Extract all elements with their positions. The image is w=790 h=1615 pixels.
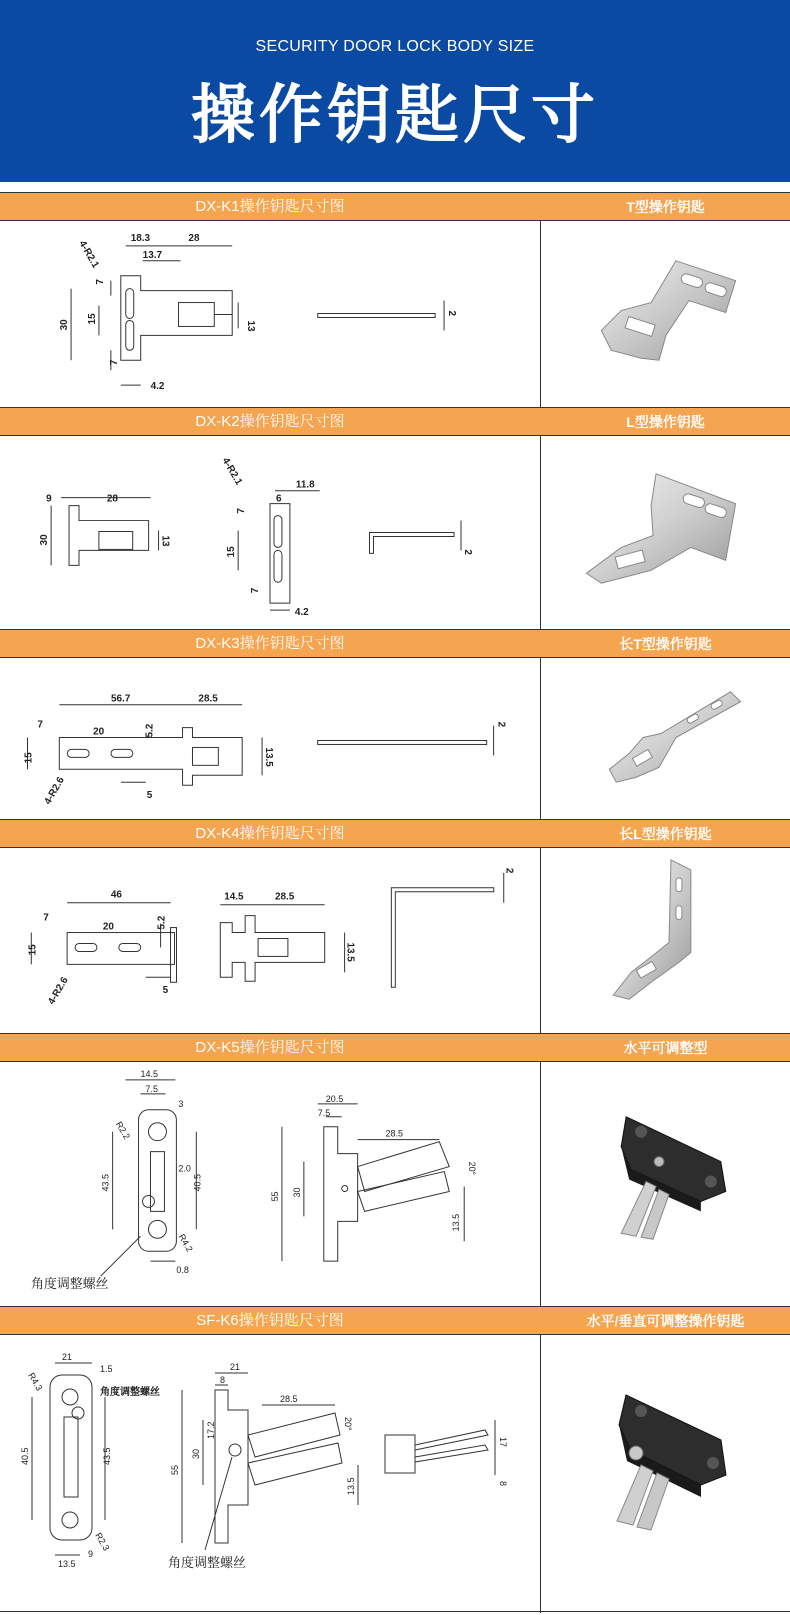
dim-label: 3 (178, 1098, 184, 1109)
dim-label: 0.8 (176, 1265, 189, 1276)
dim-label: 28 (106, 493, 118, 505)
dim-label: 4-R2.6 (46, 975, 71, 1007)
dim-label: 7.5 (145, 1083, 158, 1094)
dim-label: R2.3 (93, 1531, 112, 1553)
dim-label: 28.5 (274, 891, 295, 903)
dim-label: 7 (250, 587, 262, 594)
dim-label: 14.5 (140, 1068, 158, 1079)
dim-label: 15 (226, 546, 238, 558)
dim-label: 7 (108, 359, 120, 366)
dx-k4-dimension-drawing (0, 848, 540, 1033)
section-header (0, 1307, 790, 1335)
dim-label: 18.3 (130, 232, 151, 244)
section-type-label: 长T型操作钥匙 (619, 636, 712, 652)
dim-label: 40.5 (192, 1174, 203, 1192)
dim-label: 55 (269, 1191, 280, 1202)
banner-title: 操作钥匙尺寸 (191, 79, 599, 153)
dim-label: 30 (59, 319, 71, 331)
dim-label: 28 (188, 232, 200, 244)
section-header (0, 1034, 790, 1062)
dim-label: 21 (62, 1352, 73, 1362)
dx-k1-dimension-drawing (0, 221, 540, 407)
dim-label: 56.7 (110, 693, 131, 705)
adjust-screw-callout-small: 角度调整螺丝 (100, 1387, 160, 1398)
t-type-key-photo (541, 221, 790, 407)
section-body (0, 1335, 790, 1613)
section-body (0, 436, 790, 630)
dim-label: 7.5 (317, 1107, 331, 1118)
horizontal-vertical-adjustable-key-photo (541, 1335, 790, 1613)
dim-label: 4-R2.1 (219, 455, 245, 488)
section-title: DX-K3操作钥匙尺寸图 (195, 635, 345, 652)
dx-k2-dimension-drawing (0, 436, 540, 629)
dim-label: 2 (495, 721, 507, 728)
dim-label: 5.2 (156, 915, 168, 930)
dim-label: 43.5 (100, 1174, 111, 1192)
dim-label: 55 (170, 1464, 180, 1475)
section-header (0, 630, 790, 658)
dim-label: 17.2 (206, 1421, 216, 1439)
dim-label: 20.5 (325, 1093, 344, 1104)
section-body (0, 848, 790, 1034)
dim-label: 9 (46, 493, 52, 505)
title-banner (0, 0, 790, 182)
dim-label: 30 (291, 1187, 302, 1198)
dim-label: 2.0 (178, 1163, 191, 1174)
dim-label: 7 (236, 508, 248, 514)
section-title: DX-K5操作钥匙尺寸图 (195, 1039, 345, 1056)
dim-label: 43.5 (102, 1447, 112, 1465)
section-dx-k5 (0, 1034, 790, 1307)
section-type-label: 长L型操作钥匙 (619, 826, 712, 842)
long-t-type-key-photo (541, 658, 790, 819)
dim-label: 13.7 (142, 249, 163, 261)
dim-label: 13.5 (346, 1477, 356, 1495)
dim-label: 13.5 (58, 1559, 76, 1569)
adjust-screw-callout: 角度调整螺丝 (30, 1276, 109, 1292)
dim-label: 4-R2.1 (76, 238, 101, 271)
dx-k5-dimension-drawing (0, 1062, 540, 1306)
section-title: DX-K1操作钥匙尺寸图 (195, 198, 345, 215)
dim-label: 30 (39, 534, 51, 546)
dim-label: 5 (162, 985, 169, 997)
dim-label: 6 (275, 493, 282, 505)
section-dx-k1 (0, 193, 790, 408)
adjust-screw-callout: 角度调整螺丝 (168, 1555, 247, 1570)
dim-label: 15 (27, 944, 39, 956)
dim-label: 14.5 (224, 891, 244, 903)
dim-label: 28.5 (280, 1394, 298, 1404)
dim-label: 28.5 (198, 693, 218, 705)
dim-label: R4.2 (176, 1232, 195, 1254)
section-type-label: T型操作钥匙 (626, 199, 705, 215)
dim-label: 11.8 (295, 479, 315, 491)
dx-k3-dimension-drawing (0, 658, 540, 819)
dim-label: 2 (461, 549, 473, 555)
dim-label: 7 (94, 279, 106, 285)
dim-label: 20 (102, 921, 114, 933)
dim-label: 17 (498, 1437, 508, 1448)
dim-label: 7 (43, 912, 49, 924)
section-title: DX-K2操作钥匙尺寸图 (195, 413, 345, 430)
dim-label: 13 (245, 320, 257, 332)
dim-label: 20° (343, 1417, 353, 1431)
dim-label: 2 (503, 867, 515, 874)
dim-label: 4.2 (294, 607, 309, 619)
section-title: SF-K6操作钥匙尺寸图 (196, 1312, 344, 1329)
dim-label: 5 (146, 790, 153, 802)
dim-label: 15 (86, 313, 98, 325)
section-body (0, 658, 790, 820)
dim-label: 9 (88, 1549, 94, 1559)
section-type-label: L型操作钥匙 (626, 414, 705, 430)
dim-label: R2.2 (113, 1119, 133, 1142)
dim-label: 13.5 (263, 747, 275, 767)
dim-label: 4.2 (150, 381, 165, 393)
section-header (0, 193, 790, 221)
key-size-table (0, 192, 790, 1612)
section-title: DX-K4操作钥匙尺寸图 (195, 825, 345, 842)
section-dx-k4 (0, 820, 790, 1034)
dim-label: 30 (191, 1448, 201, 1459)
section-header (0, 408, 790, 436)
dim-label: 20° (467, 1161, 478, 1176)
dim-label: 8 (498, 1481, 508, 1487)
l-type-key-photo (541, 436, 790, 629)
dim-label: 13.5 (344, 942, 356, 962)
dim-label: 1.5 (100, 1364, 113, 1374)
dim-label: 15 (23, 752, 35, 764)
dim-label: R4.3 (26, 1371, 45, 1393)
dim-label: 13 (159, 535, 171, 547)
horizontal-adjustable-key-photo (541, 1062, 790, 1306)
section-type-label: 水平可调整型 (623, 1040, 708, 1056)
banner-subtitle: SECURITY DOOR LOCK BODY SIZE (255, 38, 535, 55)
dim-label: 20 (93, 726, 105, 738)
section-sf-k6 (0, 1307, 790, 1613)
dim-label: 40.5 (20, 1447, 30, 1465)
long-l-type-key-photo (541, 848, 790, 1033)
dim-label: 5.2 (144, 723, 156, 738)
section-body (0, 1062, 790, 1307)
dim-label: 8 (220, 1375, 226, 1385)
section-type-label: 水平/垂直可调整操作钥匙 (586, 1313, 745, 1329)
section-header (0, 820, 790, 848)
dim-label: 46 (110, 889, 122, 901)
section-body (0, 221, 790, 408)
dim-label: 2 (446, 310, 458, 317)
section-dx-k2 (0, 408, 790, 630)
dim-label: 7 (37, 719, 43, 731)
sf-k6-dimension-drawing (0, 1335, 540, 1613)
dim-label: 28.5 (385, 1128, 403, 1139)
dim-label: 21 (230, 1362, 241, 1372)
section-dx-k3 (0, 630, 790, 820)
dim-label: 13.5 (451, 1213, 462, 1232)
dim-label: 4-R2.6 (42, 775, 67, 807)
